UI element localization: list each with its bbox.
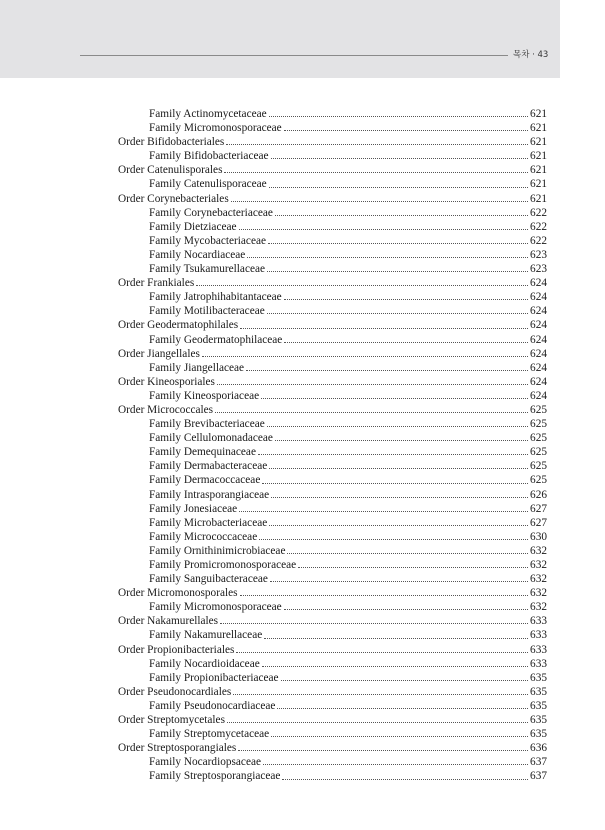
toc-entry-page-number: 624 (530, 389, 547, 402)
toc-entry-title: Family Promicromonosporaceae (149, 559, 297, 571)
dot-leader (224, 172, 528, 173)
toc-order-entry[interactable] (118, 318, 547, 332)
toc-order-entry[interactable] (118, 713, 547, 727)
dot-leader (202, 356, 528, 357)
toc-entry-page-number: 625 (530, 403, 547, 416)
page-header-band (0, 0, 560, 78)
toc-entry-title: Order Nakamurellales (118, 615, 219, 628)
dot-leader (226, 144, 528, 145)
toc-entry-title: Family Jiangellaceae (149, 361, 245, 374)
dot-leader (267, 271, 528, 272)
toc-entry-page-number: 632 (530, 601, 547, 614)
table-of-contents (118, 107, 547, 784)
dot-leader (262, 483, 528, 484)
toc-family-entry[interactable] (118, 671, 547, 685)
dot-leader (247, 257, 528, 258)
dot-leader (269, 116, 528, 117)
toc-entry-page-number: 621 (530, 136, 547, 149)
toc-entry-page-number: 624 (530, 291, 547, 304)
toc-family-entry[interactable] (118, 459, 547, 473)
toc-entry-page-number: 636 (530, 742, 547, 755)
toc-entry-title: Family Tsukamurellaceae (149, 263, 266, 276)
dot-leader (284, 342, 528, 343)
toc-entry-page-number: 633 (530, 643, 547, 656)
toc-entry-page-number: 633 (530, 629, 547, 642)
toc-entry-title: Family Propionibacteriaceae (149, 671, 279, 684)
toc-entry-title: Order Geodermatophilales (118, 319, 239, 332)
dot-leader (262, 666, 528, 667)
dot-leader (282, 779, 528, 780)
toc-entry-title: Family Pseudonocardiaceae (149, 699, 276, 712)
toc-entry-title: Family Bifidobacteriaceae (149, 150, 269, 163)
dot-leader (259, 539, 528, 540)
header-rule (80, 55, 508, 56)
toc-entry-title: Family Streptosporangiaceae (149, 770, 281, 783)
dot-leader (275, 215, 528, 216)
toc-family-entry[interactable] (118, 431, 547, 445)
toc-entry-title: Family Ornithinimicrobiaceae (149, 544, 286, 557)
toc-entry-page-number: 635 (530, 714, 547, 727)
toc-entry-title: Order Pseudonocardiales (118, 685, 232, 698)
toc-entry-page-number: 637 (530, 770, 547, 783)
dot-leader (240, 595, 529, 596)
toc-entry-page-number: 621 (530, 164, 547, 177)
toc-entry-page-number: 624 (530, 347, 547, 360)
toc-entry-page-number: 625 (530, 474, 547, 487)
toc-entry-title: Family Dermabacteraceae (149, 460, 268, 473)
dot-leader (267, 313, 528, 314)
toc-family-entry[interactable] (118, 107, 547, 121)
dot-leader (238, 750, 528, 751)
toc-entry-title: Family Nocardioidaceae (149, 657, 260, 670)
toc-entry-page-number: 624 (530, 375, 547, 388)
toc-entry-title: Order Kineosporiales (118, 375, 215, 388)
toc-entry-page-number: 621 (530, 108, 547, 120)
toc-entry-page-number: 635 (530, 671, 547, 684)
toc-entry-page-number: 635 (530, 685, 547, 698)
dot-leader (246, 370, 528, 371)
dot-leader (227, 722, 528, 723)
toc-entry-page-number: 633 (530, 657, 547, 670)
toc-entry-page-number: 622 (530, 234, 547, 247)
toc-family-entry[interactable] (118, 206, 547, 220)
toc-entry-page-number: 622 (530, 220, 547, 233)
dot-leader (261, 398, 528, 399)
toc-family-entry[interactable] (118, 516, 547, 530)
toc-entry-title: Family Actinomycetaceae (149, 108, 267, 120)
toc-family-entry[interactable] (118, 473, 547, 487)
toc-family-entry[interactable] (118, 121, 547, 135)
toc-entry-page-number: 632 (530, 573, 547, 586)
toc-entry-title: Family Motilibacteraceae (149, 305, 265, 318)
toc-family-entry[interactable] (118, 657, 547, 671)
toc-entry-title: Family Corynebacteriaceae (149, 206, 273, 219)
toc-entry-page-number: 621 (530, 192, 547, 205)
toc-family-entry[interactable] (118, 572, 547, 586)
toc-entry-title: Family Brevibacteriaceae (149, 418, 265, 431)
dot-leader (269, 468, 528, 469)
toc-family-entry[interactable] (118, 600, 547, 614)
toc-family-entry[interactable] (118, 755, 547, 769)
dot-leader (271, 497, 528, 498)
dot-leader (267, 426, 528, 427)
toc-entry-title: Family Cellulomonadaceae (149, 432, 273, 445)
toc-entry-page-number: 630 (530, 530, 547, 543)
toc-entry-title: Family Micromonosporaceae (149, 122, 282, 135)
toc-entry-title: Family Streptomycetaceae (149, 728, 270, 741)
toc-entry-title: Family Sanguibacteraceae (149, 573, 268, 586)
dot-leader (284, 130, 528, 131)
dot-leader (258, 454, 528, 455)
toc-family-entry[interactable] (118, 234, 547, 248)
toc-family-entry[interactable] (118, 699, 547, 713)
toc-family-entry[interactable] (118, 727, 547, 741)
toc-order-entry[interactable] (118, 614, 547, 628)
toc-entry-title: Order Catenulisporales (118, 164, 223, 177)
dot-leader (240, 328, 528, 329)
toc-order-entry[interactable] (118, 586, 547, 600)
toc-order-entry[interactable] (118, 685, 547, 699)
toc-entry-page-number: 632 (530, 544, 547, 557)
toc-family-entry[interactable] (118, 248, 547, 262)
dot-leader (271, 736, 528, 737)
toc-entry-title: Order Bifidobacteriales (118, 136, 225, 149)
toc-order-entry[interactable] (118, 135, 547, 149)
toc-family-entry[interactable] (118, 389, 547, 403)
dot-leader (239, 511, 528, 512)
toc-entry-title: Family Nocardiaceae (149, 248, 246, 261)
toc-order-entry[interactable] (118, 192, 547, 206)
dot-leader (239, 229, 529, 230)
toc-entry-title: Order Frankiales (118, 277, 195, 290)
toc-family-entry[interactable] (118, 262, 547, 276)
dot-leader (196, 285, 528, 286)
toc-entry-page-number: 627 (530, 502, 547, 515)
toc-family-entry[interactable] (118, 445, 547, 459)
toc-entry-page-number: 624 (530, 361, 547, 374)
dot-leader (217, 384, 528, 385)
toc-family-entry[interactable] (118, 149, 547, 163)
dot-leader (264, 638, 528, 639)
toc-family-entry[interactable] (118, 488, 547, 502)
toc-family-entry[interactable] (118, 220, 547, 234)
toc-entry-title: Order Jiangellales (118, 347, 200, 360)
toc-entry-page-number: 632 (530, 587, 547, 600)
toc-entry-page-number: 624 (530, 305, 547, 318)
dot-leader (269, 525, 528, 526)
toc-family-entry[interactable] (118, 530, 547, 544)
toc-entry-title: Family Geodermatophilaceae (149, 333, 283, 346)
toc-entry-page-number: 625 (530, 418, 547, 431)
toc-family-entry[interactable] (118, 417, 547, 431)
toc-entry-title: Family Dietziaceae (149, 220, 237, 233)
toc-entry-page-number: 626 (530, 488, 547, 501)
toc-entry-page-number: 635 (530, 699, 547, 712)
toc-family-entry[interactable] (118, 290, 547, 304)
toc-family-entry[interactable] (118, 361, 547, 375)
toc-entry-title: Order Micromonosporales (118, 587, 238, 600)
toc-entry-page-number: 623 (530, 263, 547, 276)
toc-entry-title: Family Micrococcaceae (149, 530, 258, 543)
toc-entry-page-number: 622 (530, 206, 547, 219)
toc-entry-title: Family Micromonosporaceae (149, 601, 282, 614)
toc-entry-page-number: 633 (530, 615, 547, 628)
toc-entry-title: Order Micrococcales (118, 403, 214, 416)
dot-leader (284, 299, 528, 300)
toc-family-entry[interactable] (118, 544, 547, 558)
toc-entry-title: Family Nocardiopsaceae (149, 756, 261, 769)
dot-leader (236, 652, 528, 653)
dot-leader (268, 243, 528, 244)
toc-entry-page-number: 623 (530, 248, 547, 261)
toc-order-entry[interactable] (118, 163, 547, 177)
toc-family-entry[interactable] (118, 304, 547, 318)
dot-leader (270, 581, 528, 582)
dot-leader (287, 553, 528, 554)
toc-entry-page-number: 637 (530, 756, 547, 769)
toc-entry-title: Order Streptomycetales (118, 714, 225, 727)
toc-order-entry[interactable] (118, 375, 547, 389)
toc-family-entry[interactable] (118, 558, 547, 572)
dot-leader (263, 764, 528, 765)
toc-entry-page-number: 625 (530, 460, 547, 473)
toc-order-entry[interactable] (118, 276, 547, 290)
toc-entry-page-number: 627 (530, 516, 547, 529)
dot-leader (271, 158, 529, 159)
toc-entry-title: Order Propionibacteriales (118, 643, 235, 656)
dot-leader (220, 623, 528, 624)
toc-family-entry[interactable] (118, 177, 547, 191)
toc-entry-page-number: 621 (530, 150, 547, 163)
toc-entry-title: Family Jonesiaceae (149, 502, 238, 515)
toc-family-entry[interactable] (118, 333, 547, 347)
toc-order-entry[interactable] (118, 643, 547, 657)
toc-family-entry[interactable] (118, 502, 547, 516)
dot-leader (215, 412, 528, 413)
dot-leader (277, 708, 528, 709)
toc-entry-title: Family Kineosporiaceae (149, 389, 260, 402)
running-header: 목차 · 43 (513, 50, 549, 60)
toc-entry-title: Order Corynebacteriales (118, 192, 229, 205)
toc-family-entry[interactable] (118, 628, 547, 642)
toc-order-entry[interactable] (118, 403, 547, 417)
dot-leader (281, 680, 528, 681)
toc-entry-title: Family Intrasporangiaceae (149, 488, 270, 501)
toc-entry-title: Order Streptosporangiales (118, 742, 237, 755)
dot-leader (231, 201, 528, 202)
dot-leader (233, 694, 528, 695)
dot-leader (275, 440, 528, 441)
toc-entry-title: Family Demequinaceae (149, 446, 256, 459)
toc-entry-page-number: 625 (530, 446, 547, 459)
toc-entry-page-number: 635 (530, 728, 547, 741)
toc-entry-title: Family Dermacoccaceae (149, 474, 261, 487)
toc-entry-page-number: 621 (530, 178, 547, 191)
toc-entry-page-number: 625 (530, 432, 547, 445)
toc-entry-page-number: 621 (530, 122, 547, 135)
dot-leader (269, 187, 528, 188)
toc-entry-title: Family Catenulisporaceae (149, 178, 267, 191)
toc-entry-page-number: 624 (530, 333, 547, 346)
dot-leader (284, 609, 528, 610)
toc-family-entry[interactable] (118, 769, 547, 783)
toc-entry-page-number: 632 (530, 559, 547, 571)
toc-entry-title: Family Mycobacteriaceae (149, 234, 266, 247)
toc-entry-title: Family Microbacteriaceae (149, 516, 268, 529)
toc-order-entry[interactable] (118, 741, 547, 755)
toc-entry-title: Family Jatrophihabitantaceae (149, 291, 282, 304)
toc-order-entry[interactable] (118, 347, 547, 361)
dot-leader (298, 567, 528, 568)
toc-entry-page-number: 624 (530, 277, 547, 290)
toc-entry-title: Family Nakamurellaceae (149, 629, 263, 642)
toc-entry-page-number: 624 (530, 319, 547, 332)
